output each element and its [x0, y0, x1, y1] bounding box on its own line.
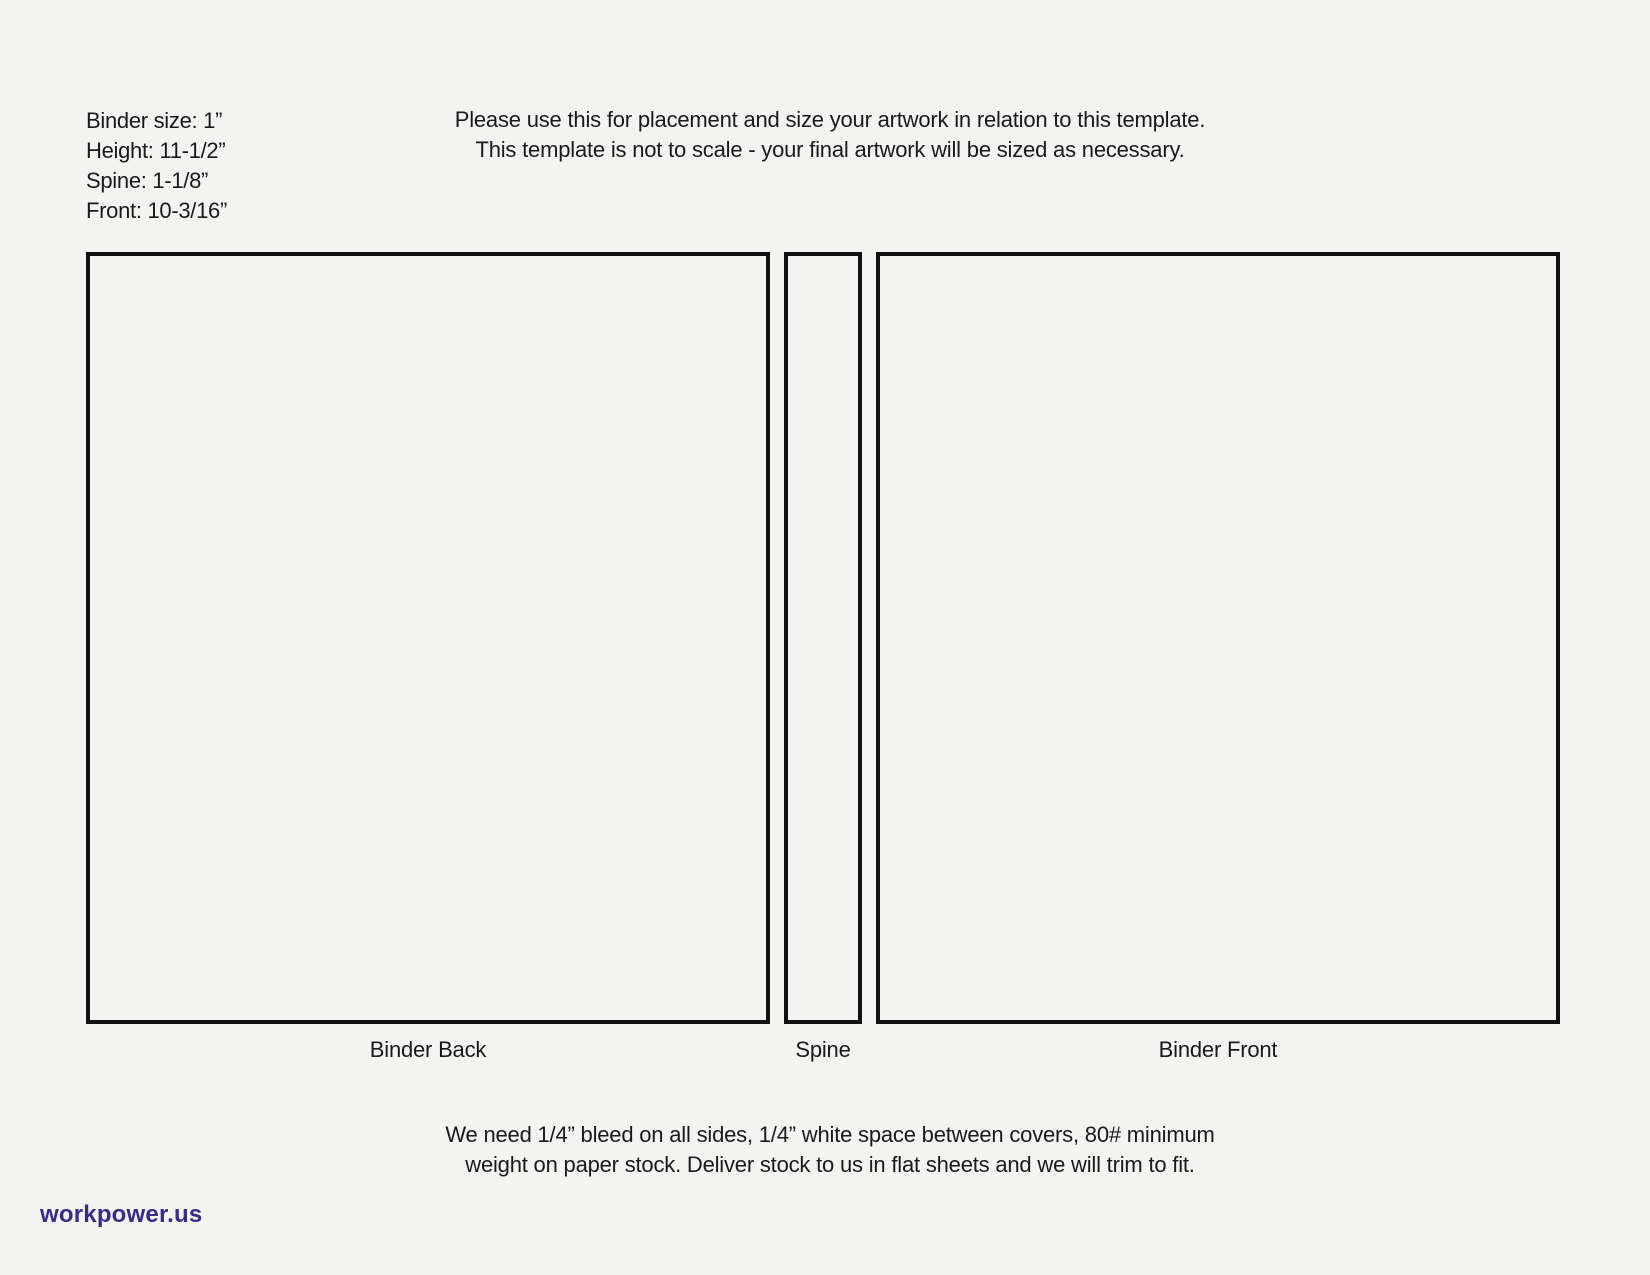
spec-height: Height: 11-1/2”: [86, 138, 226, 163]
footer-line-2: weight on paper stock. Deliver stock to us in flat sheets and we will trim to fit.: [465, 1152, 1195, 1177]
instructions-line-1: Please use this for placement and size your artwork in relation to this template.: [454, 107, 1206, 132]
footer-line-1: We need 1/4” bleed on all sides, 1/4” white space between covers, 80# minimum: [445, 1122, 1215, 1147]
placement-instructions: [330, 105, 1330, 165]
binder-specs: [86, 106, 227, 226]
binder-back-panel: [86, 252, 770, 1024]
binder-front-label: Binder Front: [1158, 1037, 1278, 1062]
spec-binder-size: Binder size: 1”: [86, 108, 223, 133]
spec-front: Front: 10-3/16”: [86, 198, 228, 223]
spec-spine: Spine: 1-1/8”: [86, 168, 209, 193]
binder-front-panel: [876, 252, 1560, 1024]
instructions-line-2: This template is not to scale - your final artwork will be sized as necessary.: [475, 137, 1185, 162]
binder-back-label: Binder Back: [369, 1037, 487, 1062]
spine-panel: [784, 252, 862, 1024]
spine-label: Spine: [795, 1037, 851, 1062]
site-watermark: workpower.us: [40, 1201, 203, 1228]
bleed-requirements-note: [330, 1120, 1330, 1180]
